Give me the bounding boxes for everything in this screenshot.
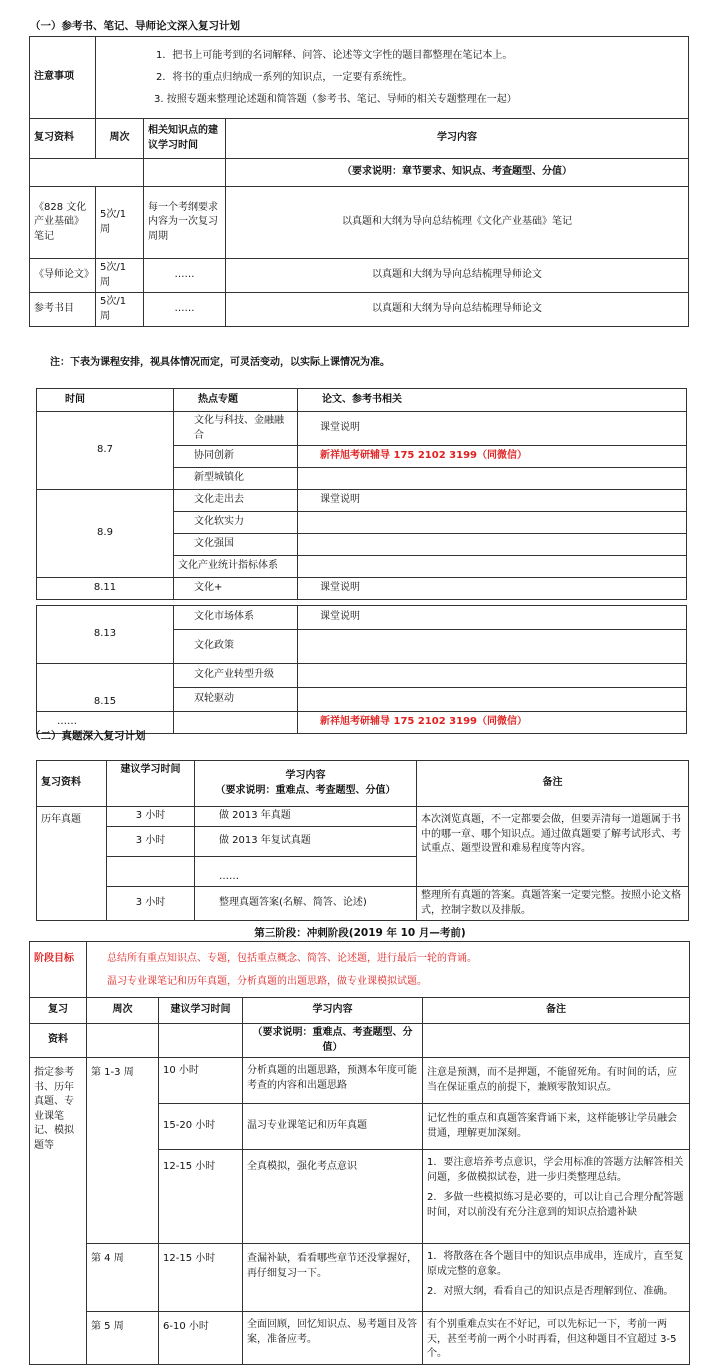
section3-table bbox=[29, 941, 690, 1365]
material-cell: 历年真题 bbox=[37, 807, 107, 921]
week-cell: 第 4 周 bbox=[87, 1244, 159, 1312]
date-cell: 8.7 bbox=[37, 412, 174, 490]
col-header-time: 建议学习时间 bbox=[107, 761, 195, 807]
remark-cell: 有个别重难点实在不好记，可以先标记一下，考前一两天，甚至考前一两个小时再看，但这种题目不宜超过 3-5 个。 bbox=[423, 1312, 690, 1365]
col-header-time: 建议学习时间 bbox=[159, 998, 243, 1024]
time-cell: 12-15 小时 bbox=[159, 1244, 243, 1312]
col-header-remark: 备注 bbox=[417, 761, 689, 807]
remark-cell: 注意是预测，而不是押题，不能留死角。有时间的话，应当在保证重点的前提下，兼顾零散知识点。 bbox=[423, 1058, 690, 1104]
remark-cell: 记忆性的重点和真题答案背诵下来，这样能够让学员融会贯通，理解更加深刻。 bbox=[423, 1104, 690, 1150]
remark-item: 1．将散落在各个题目中的知识点串成串，连成片，直至复原成完整的意象。 bbox=[427, 1251, 684, 1277]
time-cell: 6-10 小时 bbox=[159, 1312, 243, 1365]
freq-cell: 5次/1 周 bbox=[96, 187, 144, 259]
topic-cell: 文化+ bbox=[174, 578, 298, 600]
topic-cell: 文化与科技、金融融合 bbox=[174, 412, 298, 446]
section1-heading: （一）参考书、笔记、导师论文深入复习计划 bbox=[30, 20, 240, 32]
content-cell: 查漏补缺，看看哪些章节还没掌握好，再仔细复习一下。 bbox=[243, 1244, 423, 1312]
section2-heading: （二）真题深入复习计划 bbox=[30, 730, 146, 742]
notes-label: 注意事项 bbox=[30, 37, 96, 119]
content-cell: 全面回顾，回忆知识点、易考题目及答案，准备应考。 bbox=[243, 1312, 423, 1365]
freq-cell: 5次/1 周 bbox=[96, 259, 144, 293]
note-item: 3. 按照专题来整理论述题和简答题（参考书、笔记、导师的相关专题整理在一起） bbox=[154, 93, 517, 105]
topic-cell: 文化强国 bbox=[174, 534, 298, 556]
related-cell: 课堂说明 bbox=[298, 490, 687, 512]
content-cell: 做 2013 年复试真题 bbox=[195, 827, 417, 857]
contact-text: 新祥旭考研辅导 175 2102 3199（同微信） bbox=[298, 446, 687, 468]
content-cell: 分析真题的出题思路，预测本年度可能考查的内容和出题思路 bbox=[243, 1058, 423, 1104]
week-cell: 第 5 周 bbox=[87, 1312, 159, 1365]
col-header-week: 周次 bbox=[87, 998, 159, 1024]
content-cell: 做 2013 年真题 bbox=[195, 807, 417, 827]
col-header-content: 学习内容 bbox=[243, 998, 423, 1024]
topic-cell: 新型城镇化 bbox=[174, 468, 298, 490]
section1-table bbox=[29, 36, 689, 327]
content-cell: 以真题和大纲为导向总结梳理导师论文 bbox=[226, 293, 689, 327]
time-cell: 3 小时 bbox=[107, 887, 195, 921]
related-cell: 课堂说明 bbox=[298, 578, 687, 600]
material-cell: 参考书目 bbox=[30, 293, 96, 327]
col-header-date: 时间 bbox=[37, 389, 174, 412]
contact-text: 新祥旭考研辅导 175 2102 3199（同微信） bbox=[298, 712, 687, 734]
topic-cell: 文化政策 bbox=[174, 630, 298, 664]
ellipsis-cell: …… bbox=[37, 712, 174, 734]
requirement-note: （要求说明：章节要求、知识点、考查题型、分值） bbox=[226, 159, 689, 187]
time-cell: 3 小时 bbox=[107, 807, 195, 827]
topic-cell: 文化产业统计指标体系 bbox=[174, 556, 298, 578]
schedule-note: 注：下表为课程安排，视具体情况而定，可灵活变动，以实际上课情况为准。 bbox=[50, 357, 390, 368]
schedule-table bbox=[36, 388, 687, 734]
related-cell: 课堂说明 bbox=[298, 606, 687, 630]
col-header-week: 周次 bbox=[96, 119, 144, 159]
topic-cell: 文化市场体系 bbox=[174, 606, 298, 630]
related-cell: 课堂说明 bbox=[298, 412, 687, 446]
material-cell: 指定参考书、历年真题、专业课笔记、模拟题等 bbox=[30, 1058, 87, 1365]
time-cell: 3 小时 bbox=[107, 827, 195, 857]
goal-item: 总结所有重点知识点、专题，包括重点概念、简答、论述题，进行最后一轮的背诵。 bbox=[107, 952, 477, 964]
goal-label: 阶段目标 bbox=[30, 942, 87, 998]
remark-cell: 本次浏览真题，不一定都要会做，但要弄清每一道题属于书中的哪一章、哪个知识点。通过做真题要了解考试形式、考试重点、题型设置和难易程度等内容。 bbox=[417, 807, 689, 887]
topic-cell: 双轮驱动 bbox=[174, 688, 298, 712]
col-header-content: 学习内容 bbox=[285, 770, 326, 781]
col-header-time: 相关知识点的建议学习时间 bbox=[144, 119, 226, 159]
freq-cell: 5次/1 周 bbox=[96, 293, 144, 327]
time-cell: 12-15 小时 bbox=[159, 1150, 243, 1244]
material-cell: 《828 文化产业基础》笔记 bbox=[30, 187, 96, 259]
col-header-content: 学习内容 bbox=[226, 119, 689, 159]
remark-item: 2．多做一些模拟练习是必要的，可以让自己合理分配答题时间，对以前没有充分注意到的知识点拾遗补缺 bbox=[427, 1192, 684, 1218]
remark-cell: 整理所有真题的答案。真题答案一定要完整。按照小论文格式，控制字数以及排版。 bbox=[417, 887, 689, 921]
requirement-note: （要求说明：重难点、考查题型、分值） bbox=[243, 1024, 423, 1058]
col-header-material: 复习资料 bbox=[37, 761, 107, 807]
remark-item: 2．对照大纲，看看自己的知识点是否理解到位、准确。 bbox=[427, 1286, 674, 1297]
date-cell: 8.13 bbox=[37, 606, 174, 664]
content-cell: 以真题和大纲为导向总结梳理《文化产业基础》笔记 bbox=[226, 187, 689, 259]
time-cell: 每一个考纲要求内容为一次复习周期 bbox=[144, 187, 226, 259]
note-item: 1．把书上可能考到的名词解释、问答、论述等文字性的题目都整理在笔记本上。 bbox=[156, 49, 513, 61]
date-cell: 8.9 bbox=[37, 490, 174, 578]
time-cell: 10 小时 bbox=[159, 1058, 243, 1104]
time-cell bbox=[107, 857, 195, 887]
section3-heading: 第三阶段：冲刺阶段(2019 年 10 月—考前) bbox=[254, 927, 466, 939]
col-header-material-2: 资料 bbox=[30, 1024, 87, 1058]
note-item: 2．将书的重点归纳成一系列的知识点，一定要有系统性。 bbox=[156, 71, 413, 83]
week-cell: 第 1-3 周 bbox=[87, 1058, 159, 1244]
col-header-material: 复习资料 bbox=[30, 119, 96, 159]
time-cell: 15-20 小时 bbox=[159, 1104, 243, 1150]
content-cell: 以真题和大纲为导向总结梳理导师论文 bbox=[226, 259, 689, 293]
remark-item: 1．要注意培养考点意识，学会用标准的答题方法解答相关问题，多做模拟试卷，进一步归类整理总结。 bbox=[427, 1157, 684, 1183]
topic-cell: 协同创新 bbox=[174, 446, 298, 468]
col-header-related: 论文、参考书相关 bbox=[298, 389, 687, 412]
topic-cell: 文化产业转型升级 bbox=[174, 664, 298, 688]
content-cell: 全真模拟，强化考点意识 bbox=[243, 1150, 423, 1244]
time-cell: …… bbox=[144, 293, 226, 327]
content-cell: …… bbox=[195, 857, 417, 887]
topic-cell: 文化软实力 bbox=[174, 512, 298, 534]
goal-item: 温习专业课笔记和历年真题，分析真题的出题思路，做专业课模拟试题。 bbox=[107, 975, 427, 987]
requirement-note: （要求说明：重难点、考查题型、分值） bbox=[215, 784, 396, 796]
col-header-topic: 热点专题 bbox=[174, 389, 298, 412]
material-cell: 《导师论文》 bbox=[30, 259, 96, 293]
date-cell: 8.15 bbox=[37, 664, 174, 712]
date-cell: 8.11 bbox=[37, 578, 174, 600]
col-header-remark: 备注 bbox=[423, 998, 690, 1024]
section2-table bbox=[36, 760, 689, 921]
topic-cell: 文化走出去 bbox=[174, 490, 298, 512]
time-cell: …… bbox=[144, 259, 226, 293]
content-cell: 温习专业课笔记和历年真题 bbox=[243, 1104, 423, 1150]
content-cell: 整理真题答案(名解、简答、论述) bbox=[195, 887, 417, 921]
col-header-material: 复习 bbox=[30, 998, 87, 1024]
